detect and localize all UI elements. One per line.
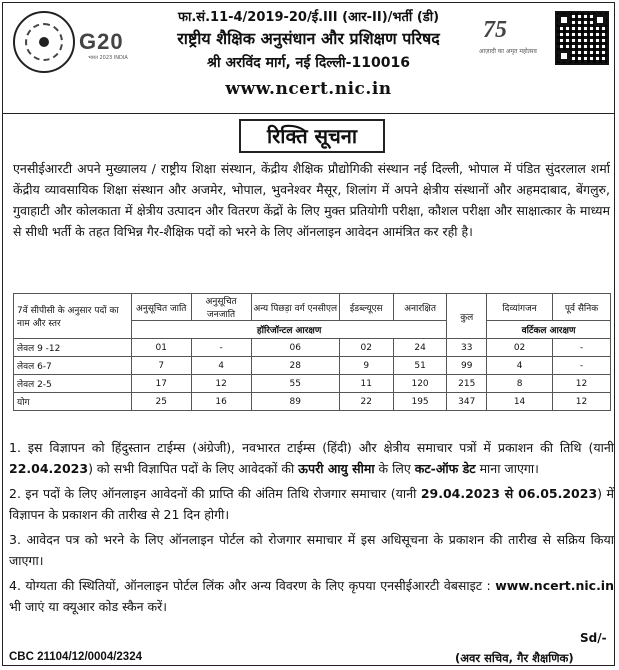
notice-title: रिक्ति सूचना	[239, 119, 385, 153]
qr-finder-icon	[558, 50, 570, 62]
note-4-website-link[interactable]: www.ncert.nic.in	[495, 578, 614, 593]
cell-st: 16	[191, 393, 251, 411]
qr-code[interactable]	[555, 11, 609, 65]
cell-total: 99	[447, 357, 487, 375]
table-total-row	[14, 393, 611, 411]
cell-sc: 01	[131, 339, 191, 357]
table-row	[14, 339, 611, 357]
intro-paragraph: एनसीईआरटी अपने मुख्यालय / राष्ट्रीय शिक्षा संस्थान, केंद्रीय शैक्षिक प्रौद्योगिकी संस्थान नई दिल्ली, भोपाल में पंडित सुंदरलाल शर्मा केंद्रीय व्यावसायिक शिक्षा संस्थान और अजमेर, भोपाल, भुवनेश्वर मैसूर, शिलांग में अपने क्षेत्रीय संस्थानों और अहमदाबाद, बेंगलुरु, गुवाहाटी और कोलकाता में क्षेत्रीय उत्पादन और वितरण केंद्रों के लिए मुक्त प्रतियोगी परीक्षा, कौशल परीक्षा और साक्षात्कार के माध्यम से सीधी भर्ती के तहत विभिन्न गैर-शैक्षिक पदों को भरने के लिए ऑनलाइन आवेदन आमंत्रित कर रही है।	[13, 161, 610, 239]
organization-name: राष्ट्रीय शैक्षिक अनुसंधान और प्रशिक्षण परिषद	[177, 29, 440, 48]
cell-obc: 06	[251, 339, 339, 357]
row-level: लेवल 2-5	[14, 375, 132, 393]
cell-obc: 89	[251, 393, 339, 411]
website-link[interactable]: www.ncert.nic.in	[225, 79, 392, 99]
row-level: लेवल 9 -12	[14, 339, 132, 357]
table-row	[14, 357, 611, 375]
note-1-text: माना जाएगा।	[475, 461, 539, 476]
cell-pwd: 4	[487, 357, 553, 375]
cell-obc: 55	[251, 375, 339, 393]
cbc-code: CBC 21104/12/0004/2324	[9, 651, 142, 663]
note-3: 3. आवेदन पत्र को भरने के लिए ऑनलाइन पोर्टल को रोजगार समाचार में इस अधिसूचना के प्रकाशन की तारीख से सक्रिय किया जाएगा।	[9, 532, 614, 568]
cell-pwd: 8	[487, 375, 553, 393]
note-2	[9, 483, 614, 525]
header-total: कुल	[447, 294, 487, 339]
note-1-text: 1. इस विज्ञापन को हिंदुस्तान टाईम्स (अंग्रेजी), नवभारत टाईम्स (हिंदी) और क्षेत्रीय समाचार पत्रों में प्रकाशन की तिथि (यानी	[9, 440, 614, 455]
cell-total: 347	[447, 393, 487, 411]
azadi-ka-amrit-mahotsav-logo	[469, 17, 541, 63]
cell-exsm: -	[553, 339, 611, 357]
header-ews: ईडब्ल्यूएस	[339, 294, 393, 321]
cell-obc: 28	[251, 357, 339, 375]
vertical-reservation-label: वर्टिकल आरक्षण	[487, 321, 611, 339]
notice-frame	[2, 2, 615, 666]
cell-total: 33	[447, 339, 487, 357]
organization-address: श्री अरविंद मार्ग, नई दिल्ली-110016	[207, 55, 410, 71]
qr-finder-icon	[558, 14, 570, 26]
cell-ur: 24	[393, 339, 447, 357]
header-divider	[3, 113, 614, 114]
note-4-text: भी जाएं या क्यूआर कोड स्कैन करें।	[9, 599, 167, 614]
note-4	[9, 575, 614, 617]
cell-sc: 17	[131, 375, 191, 393]
g20-subtitle: भारत 2023 INDIA	[88, 55, 128, 61]
g20-logo: G20	[79, 29, 124, 54]
cell-exsm: 12	[553, 375, 611, 393]
cell-sc: 7	[131, 357, 191, 375]
note-4-text: 4. योग्यता की स्थितियों, ऑनलाइन पोर्टल लिंक और अन्य विवरण के लिए कृपया एनसीईआरटी वेबसाइट :	[9, 578, 496, 593]
cell-ews: 9	[339, 357, 393, 375]
cell-ur: 195	[393, 393, 447, 411]
cell-st: 4	[191, 357, 251, 375]
table-header-row	[14, 294, 611, 321]
signatory: (अवर सचिव, गैर शैक्षणिक)	[455, 651, 574, 665]
note-2-date: 29.04.2023 से 06.05.2023	[420, 486, 598, 501]
note-1-text: के लिए	[374, 461, 415, 476]
cell-ur: 51	[393, 357, 447, 375]
table-row	[14, 375, 611, 393]
cell-pwd: 02	[487, 339, 553, 357]
horizontal-reservation-label: हॉरिजॉन्टल आरक्षण	[131, 321, 447, 339]
azadi-text: आज़ादी का अमृत महोत्सव	[479, 48, 537, 55]
cell-total: 215	[447, 375, 487, 393]
header-sc: अनुसूचित जाति	[131, 294, 191, 321]
cell-st: 12	[191, 375, 251, 393]
row-level: योग	[14, 393, 132, 411]
cell-ews: 02	[339, 339, 393, 357]
header-post-level: 7वें सीपीसी के अनुसार पदों का नाम और स्तर	[14, 294, 132, 339]
header-st: अनुसूचित जनजाति	[191, 294, 251, 321]
cell-st: -	[191, 339, 251, 357]
cell-exsm: 12	[553, 393, 611, 411]
vacancy-table	[13, 293, 611, 411]
qr-finder-icon	[594, 14, 606, 26]
file-number: फा.सं.11-4/2019-20/ई.III (आर-II)/भर्ती (डी)	[177, 10, 440, 25]
cell-pwd: 14	[487, 393, 553, 411]
header-obc: अन्य पिछड़ा वर्ग एनसीएल	[251, 294, 339, 321]
cell-ur: 120	[393, 375, 447, 393]
notes-list	[9, 437, 614, 621]
azadi-number: 75	[483, 17, 507, 43]
note-1-text: ) को सभी विज्ञापित पदों के लिए आवेदकों की	[88, 461, 299, 476]
note-1	[9, 437, 614, 479]
cell-exsm: -	[553, 357, 611, 375]
header-exsm: पूर्व सैनिक	[553, 294, 611, 321]
header-ur: अनारक्षित	[393, 294, 447, 321]
note-1-date: 22.04.2023	[9, 461, 89, 476]
header-pwd: दिव्यांगजन	[487, 294, 553, 321]
note-2-text: 2. इन पदों के लिए ऑनलाइन आवेदनों की प्राप्ति की अंतिम तिथि रोजगार समाचार (यानी	[9, 486, 421, 501]
signature-sd: Sd/-	[580, 631, 607, 645]
note-2-text: ) में विज्ञापन के प्रकाशन की तारीख से 21 दिन होगी।	[9, 486, 614, 522]
note-1-upper-age: ऊपरी आयु सीमा	[298, 461, 375, 476]
note-1-cutoff: कट-ऑफ डेट	[414, 461, 476, 476]
cell-ews: 11	[339, 375, 393, 393]
cell-ews: 22	[339, 393, 393, 411]
row-level: लेवल 6-7	[14, 357, 132, 375]
header	[3, 3, 614, 115]
cell-sc: 25	[131, 393, 191, 411]
